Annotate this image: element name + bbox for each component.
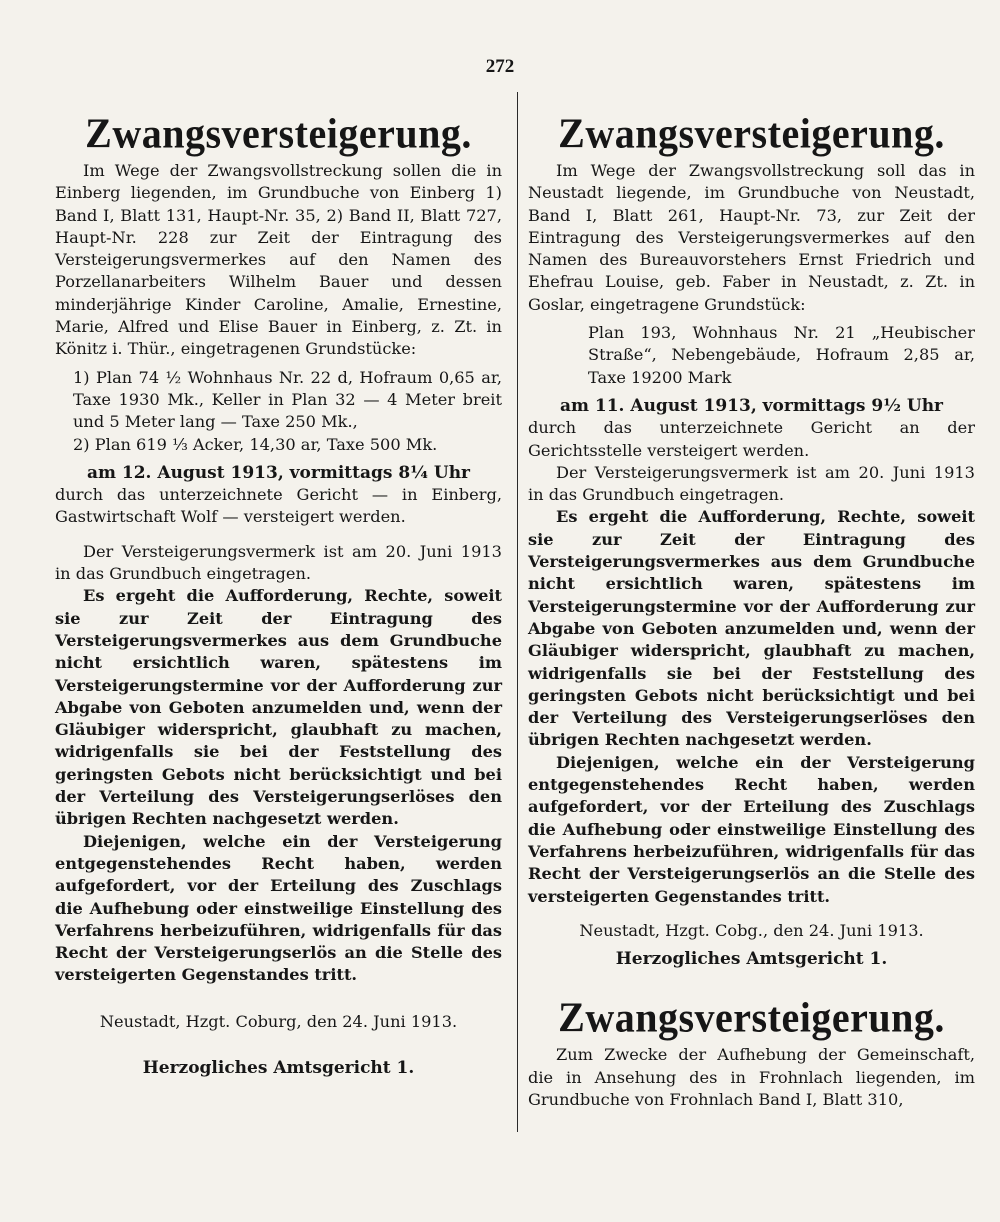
property-item-1: 1) Plan 74 ½ Wohnhaus Nr. 22 d, Hofraum 0,65 ar, Taxe 1930 Mk., Keller in Plan 32 — 4 Meter breit und 5 Meter lang — Taxe 250 Mk., <box>73 367 502 432</box>
auction-date: am 11. August 1913, vormittags 9½ Uhr <box>559 395 944 416</box>
right-column <box>528 110 975 1111</box>
notice-headline: Zwangsversteigerung. <box>85 109 472 158</box>
summons-text: Es ergeht die Aufforderung, Rechte, soweit sie zur Zeit der Eintragung des Versteigerungsvermerkes aus dem Grundbuche nicht ersichtlich waren, spätestens im Versteigerungstermine vor der Aufforderung zur Abgabe von Geboten anzumelden und, wenn der Gläubiger widerspricht, glaubhaft zu machen, widrigenfalls sie bei der Feststellung des geringsten Gebots nicht berücksichtigt und bei der Verteilung des Versteigerungserlöses den übrigen Rechten nachgesetzt werden. <box>55 586 502 829</box>
notice-headline: Zwangsversteigerung. <box>558 109 945 158</box>
objection-text: Diejenigen, welche ein der Versteigerung entgegenstehendes Recht haben, werden aufgefordert, vor der Erteilung des Zuschlags die Aufhebung oder einstweilige Einstellung des Verfahrens herbeizuführen, widrigenfalls für das Recht der Versteigerungserlös an die Stelle des versteigerten Gegenstandes tritt. <box>55 831 502 985</box>
second-notice-headline: Zwangsversteigerung. <box>558 994 945 1042</box>
place-date-line: Neustadt, Hzgt. Cobg., den 24. Juni 1913. <box>579 920 924 940</box>
court-signature: Herzogliches Amtsgericht 1. <box>142 1057 415 1078</box>
entry-text: Der Versteigerungsvermerk ist am 20. Juni 1913 in das Grundbuch eingetragen. <box>528 462 975 505</box>
summons-text: Es ergeht die Aufforderung, Rechte, soweit sie zur Zeit der Eintragung des Versteigerungsvermerkes aus dem Grundbuche nicht ersichtlich waren, spätestens im Versteigerungstermine vor der Aufforderung zur Abgabe von Geboten anzumelden und, wenn der Gläubiger widerspricht, glaubhaft zu machen, widrigenfalls sie bei der Feststellung des geringsten Gebots nicht berücksichtigt und bei der Verteilung des Versteigerungserlöses den übrigen Rechten nachgesetzt werden. <box>528 507 975 750</box>
property-item-2: 2) Plan 619 ⅓ Acker, 14,30 ar, Taxe 500 Mk. <box>73 434 438 454</box>
second-notice-intro: Zum Zwecke der Aufhebung der Gemeinschaft, die in Ansehung des in Frohnlach liegenden, im Grundbuche von Frohnlach Band I, Blatt 310, <box>528 1045 975 1109</box>
objection-text: Diejenigen, welche ein der Versteigerung entgegenstehendes Recht haben, werden aufgefordert, vor der Erteilung des Zuschlags die Aufhebung oder einstweilige Einstellung des Verfahrens herbeizuführen, widrigenfalls für das Recht der Versteigerungserlös an die Stelle des versteigerten Gegenstandes tritt. <box>528 752 975 906</box>
court-signature: Herzogliches Amtsgericht 1. <box>615 949 888 970</box>
notice-intro: Im Wege der Zwangsvollstreckung soll das in Neustadt liegende, im Grundbuche von Neustadt, Band I, Blatt 261, Haupt-Nr. 73, zur Zeit der Eintragung des Versteigerungsvermerkes auf den Namen des Bureauvorstehers Ernst Friedrich und Ehefrau Louise, geb. Faber in Neustadt, z. Zt. in Goslar, eingetragene Grundstück: <box>528 161 975 314</box>
column-divider <box>517 92 518 1132</box>
auction-text: durch das unterzeichnete Gericht an der Gerichtsstelle versteigert werden. <box>528 418 975 460</box>
entry-text: Der Versteigerungsvermerk ist am 20. Juni 1913 in das Grundbuch eingetragen. <box>55 541 502 584</box>
page-number: 272 <box>485 56 515 77</box>
notice-intro: Im Wege der Zwangsvollstreckung sollen die in Einberg liegenden, im Grundbuche von Einberg 1) Band I, Blatt 131, Haupt-Nr. 35, 2) Band II, Blatt 727, Haupt-Nr. 228 zur Zeit der Eintragung des Versteigerungsvermerkes auf den Namen des Porzellanarbeiters Wilhelm Bauer und dessen minderjährige Kinder Caroline, Amalie, Ernestine, Marie, Alfred und Elise Bauer in Einberg, z. Zt. in Könitz i. Thür., eingetragenen Grundstücke: <box>55 161 502 359</box>
auction-text: durch das unterzeichnete Gericht — in Einberg, Gastwirtschaft Wolf — versteigert werden. <box>55 485 502 527</box>
place-date-line: Neustadt, Hzgt. Coburg, den 24. Juni 1913. <box>99 1011 458 1031</box>
auction-date: am 12. August 1913, vormittags 8¼ Uhr <box>86 462 471 483</box>
property-plan: Plan 193, Wohnhaus Nr. 21 „Heubischer Straße“, Nebengebäude, Hofraum 2,85 ar, Taxe 19200 Mark <box>588 323 975 387</box>
left-column <box>55 110 502 1079</box>
